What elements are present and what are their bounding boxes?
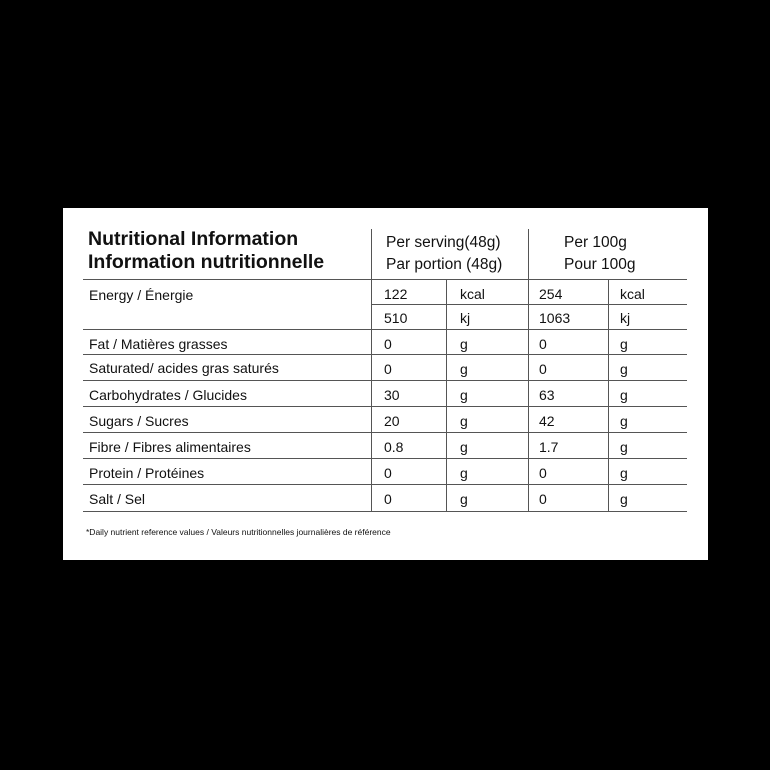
column-divider-per100: [528, 229, 529, 511]
row-per100-value: 0: [539, 361, 547, 377]
header-per-serving: Per serving(48g): [386, 234, 501, 251]
column-divider-per100-unit: [608, 279, 609, 511]
row-per100-unit: g: [620, 361, 628, 377]
row-serving-unit: g: [460, 465, 468, 481]
row-serving-value: 30: [384, 387, 400, 403]
header-divider: [83, 279, 687, 280]
header-per-portion: Par portion (48g): [386, 256, 503, 273]
energy-label: Energy / Énergie: [89, 287, 194, 303]
row-divider: [83, 354, 687, 355]
row-divider: [83, 432, 687, 433]
row-per100-value: 42: [539, 413, 555, 429]
row-per100-value: 0: [539, 336, 547, 352]
row-label: Salt / Sel: [89, 491, 146, 507]
row-per100-unit: g: [620, 439, 628, 455]
energy-kcal-per100: 254: [539, 286, 563, 302]
energy-kj-serving-unit: kj: [460, 310, 471, 326]
row-serving-value: 0: [384, 336, 392, 352]
energy-kcal-serving-unit: kcal: [460, 286, 485, 302]
energy-kj-per100: 1063: [539, 310, 571, 326]
energy-kcal-serving: 122: [384, 286, 408, 302]
title-french: Information nutritionnelle: [88, 251, 325, 273]
row-label: Carbohydrates / Glucides: [89, 387, 247, 403]
energy-kj-serving: 510: [384, 310, 408, 326]
row-divider: [83, 484, 687, 485]
row-label: Saturated/ acides gras saturés: [89, 360, 279, 376]
row-serving-unit: g: [460, 361, 468, 377]
column-divider-serving-unit: [446, 279, 447, 511]
header-pour-100g: Pour 100g: [564, 256, 636, 273]
row-per100-unit: g: [620, 387, 628, 403]
row-per100-unit: g: [620, 413, 628, 429]
row-serving-value: 0: [384, 361, 392, 377]
row-per100-value: 0: [539, 491, 547, 507]
row-per100-unit: g: [620, 491, 628, 507]
row-serving-unit: g: [460, 387, 468, 403]
row-divider: [83, 458, 687, 459]
row-serving-value: 0.8: [384, 439, 404, 455]
row-label: Fat / Matières grasses: [89, 336, 228, 352]
table-bottom-border: [83, 511, 687, 512]
energy-kcal-per100-unit: kcal: [620, 286, 645, 302]
row-label: Protein / Protéines: [89, 465, 205, 481]
row-label: Sugars / Sucres: [89, 413, 189, 429]
row-divider: [83, 406, 687, 407]
column-divider-serving: [371, 229, 372, 511]
row-divider: [83, 380, 687, 381]
energy-kj-per100-unit: kj: [620, 310, 631, 326]
row-serving-unit: g: [460, 413, 468, 429]
row-per100-unit: g: [620, 465, 628, 481]
row-serving-unit: g: [460, 439, 468, 455]
header-per-100g: Per 100g: [564, 234, 627, 251]
row-per100-value: 0: [539, 465, 547, 481]
energy-subdivider: [371, 304, 687, 305]
row-per100-value: 1.7: [539, 439, 559, 455]
row-serving-value: 0: [384, 465, 392, 481]
nutrition-label: [63, 208, 708, 560]
row-label: Fibre / Fibres alimentaires: [89, 439, 251, 455]
row-per100-value: 63: [539, 387, 555, 403]
footnote: *Daily nutrient reference values / Valeurs nutritionnelles journalières de référence: [86, 527, 391, 537]
row-divider: [83, 329, 687, 330]
row-serving-unit: g: [460, 491, 468, 507]
row-serving-unit: g: [460, 336, 468, 352]
row-per100-unit: g: [620, 336, 628, 352]
row-serving-value: 0: [384, 491, 392, 507]
row-serving-value: 20: [384, 413, 400, 429]
title-english: Nutritional Information: [88, 228, 299, 250]
